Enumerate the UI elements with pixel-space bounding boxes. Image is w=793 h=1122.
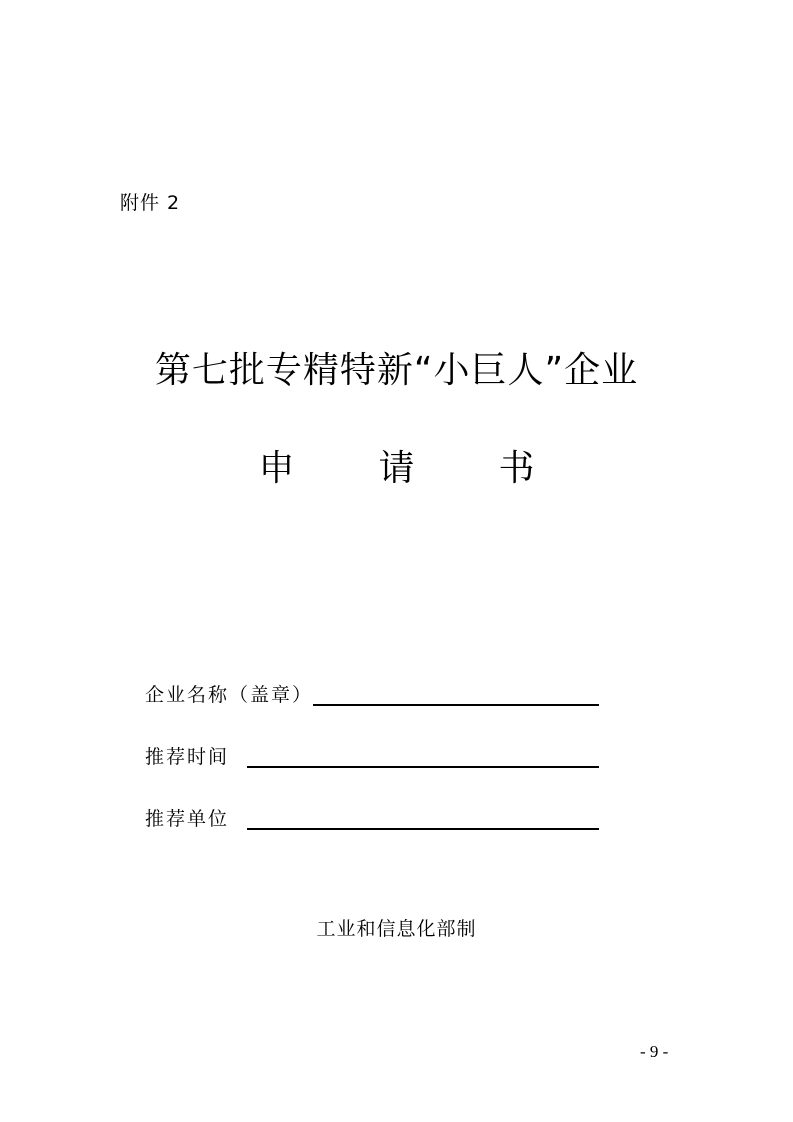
issuer-text: 工业和信息化部制 bbox=[316, 918, 477, 940]
attachment-label: 附件 2 bbox=[120, 192, 181, 214]
page-number: - 9 - bbox=[640, 1042, 669, 1061]
subtitle-char-2: 请 bbox=[378, 448, 415, 489]
company-name-blank-line bbox=[313, 704, 599, 706]
subtitle-char-3: 书 bbox=[498, 448, 535, 489]
recommend-time-blank-line bbox=[247, 766, 599, 768]
subtitle-char-1: 申 bbox=[258, 448, 295, 489]
recommend-unit-blank-line bbox=[247, 828, 599, 830]
recommend-unit-label: 推荐单位 bbox=[145, 808, 230, 830]
company-name-label: 企业名称（盖章） bbox=[145, 684, 314, 706]
document-title: 第七批专精特新“小巨人”企业 bbox=[154, 350, 639, 391]
document-subtitle bbox=[0, 440, 793, 491]
recommend-time-label: 推荐时间 bbox=[145, 746, 230, 768]
